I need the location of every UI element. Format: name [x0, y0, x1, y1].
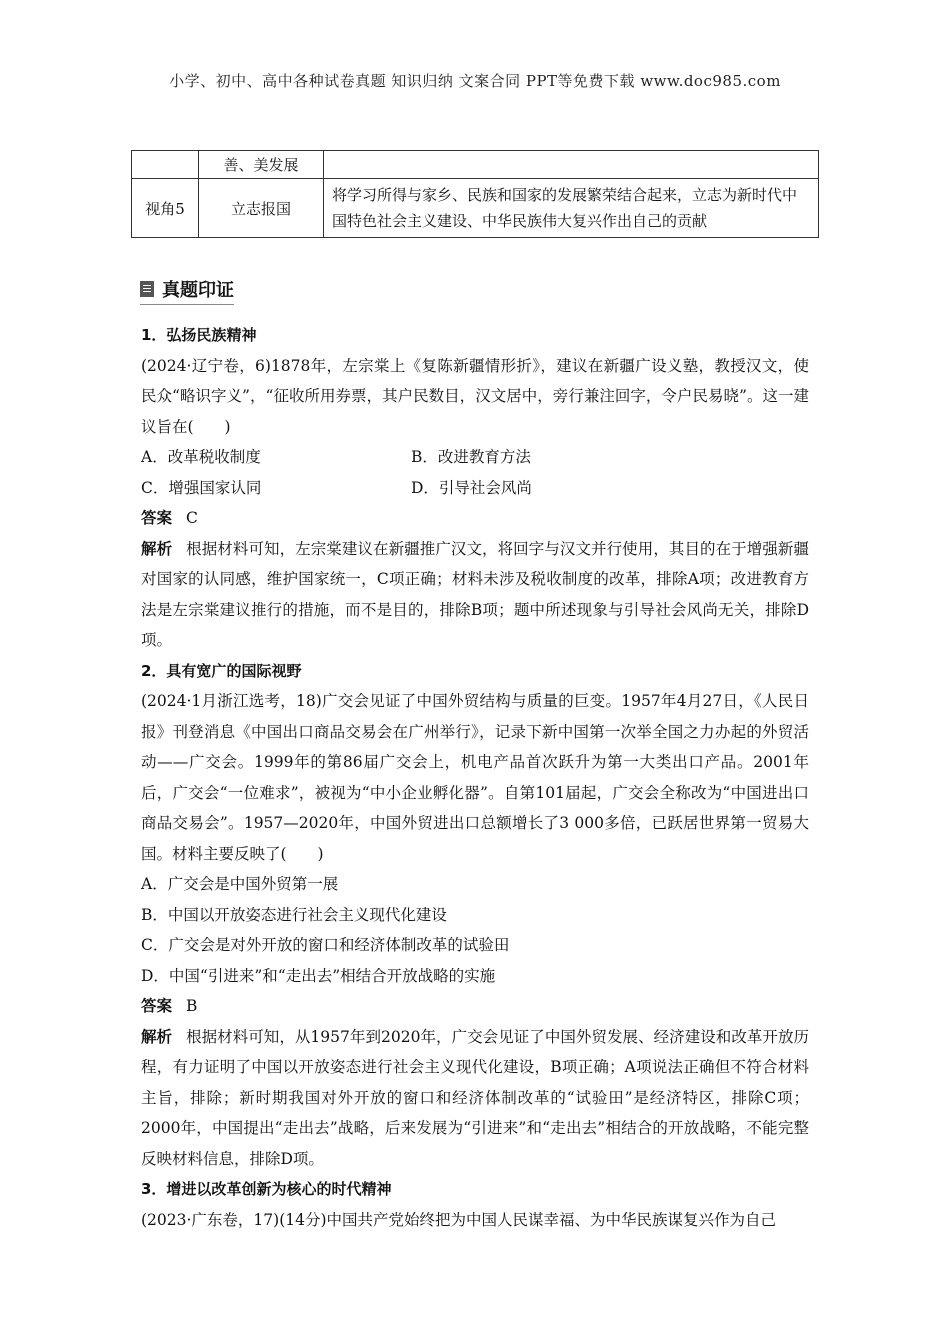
option-d: D．引导社会风尚 — [411, 478, 532, 497]
table-cell: 将学习所得与家乡、民族和国家的发展繁荣结合起来，立志为新时代中国特色社会主义建设、中华民族伟大复兴作出自己的贡献 — [324, 179, 819, 238]
option-a: A．广交会是中国外贸第一展 — [141, 875, 339, 893]
question-1-options-row2 — [141, 473, 809, 504]
perspective-table — [131, 150, 819, 238]
table-cell: 视角5 — [132, 179, 199, 238]
question-2-answer — [141, 991, 809, 1022]
question-1-analysis — [141, 534, 809, 656]
question-1-title: 1．弘扬民族精神 — [141, 326, 257, 344]
table-cell: 善、美发展 — [199, 151, 324, 179]
answer-value: C — [186, 509, 198, 527]
question-2-title: 2．具有宽广的国际视野 — [141, 661, 302, 680]
answer-label: 答案 — [141, 997, 173, 1015]
document-icon — [140, 281, 154, 297]
option-d: D．中国“引进来”和“走出去”相结合开放战略的实施 — [141, 966, 496, 985]
question-1-answer — [141, 503, 809, 534]
analysis-text: 根据材料可知，左宗棠建议在新疆推广汉文，将回字与汉文并行使用，其目的在于增强新疆对国家的认同感，维护国家统一，C项正确；材料未涉及税收制度的改革，排除A项；改进教育方法是左宗棠建议推行的措施，而不是目的，排除B项；题中所述现象与引导社会风尚无关，排除D项。 — [141, 539, 809, 649]
analysis-label: 解析 — [141, 1027, 173, 1046]
table-row — [132, 179, 819, 238]
section-heading — [140, 276, 234, 305]
option-b: B．中国以开放姿态进行社会主义现代化建设 — [141, 905, 447, 924]
answer-label: 答案 — [141, 509, 173, 527]
table-cell: 立志报国 — [199, 179, 324, 238]
question-content — [141, 320, 809, 1235]
answer-value: B — [186, 997, 198, 1015]
option-c: C．增强国家认同 — [141, 478, 262, 497]
question-2-stem: (2024·1月浙江选考，18)广交会见证了中国外贸结构与质量的巨变。1957年4月27日，《人民日报》刊登消息《中国出口商品交易会在广州举行》，记录下新中国第一次举全国之力办起的外贸活动——广交会。1999年的第86届广交会上，机电产品首次跃升为第一大类出口产品。2001年后，广交会“一位难求”，被视为“中小企业孵化器”。自第101届起，广交会全称改为“中国进出口商品交易会”。1957—2020年，中国外贸进出口总额增长了3 000多倍，已跃居世界第一贸易大国。材料主要反映了( ) — [141, 692, 809, 863]
section-title: 真题印证 — [162, 280, 234, 301]
question-3-title: 3．增进以改革创新为核心的时代精神 — [141, 1180, 392, 1198]
analysis-label: 解析 — [141, 539, 173, 558]
table-cell — [324, 151, 819, 179]
option-c: C．广交会是对外开放的窗口和经济体制改革的试验田 — [141, 936, 510, 954]
question-1-stem: (2024·辽宁卷，6)1878年，左宗棠上《复陈新疆情形折》，建议在新疆广设义塾，教授汉文，使民众“略识字义”，“征收所用券票，其户民数目，汉文居中，旁行兼注回字，令户民易晓”。这一建议旨在( ) — [141, 356, 809, 436]
table-cell — [132, 151, 199, 179]
question-3-stem: (2023·广东卷，17)(14分)中国共产党始终把为中国人民谋幸福、为中华民族谋复兴作为自己 — [141, 1210, 777, 1229]
question-1-options-row1 — [141, 442, 809, 473]
page-header: 小学、初中、高中各种试卷真题 知识归纳 文案合同 PPT等免费下载 www.doc985.com — [169, 72, 781, 90]
option-b: B．改进教育方法 — [411, 448, 531, 466]
option-a: A．改革税收制度 — [141, 448, 261, 466]
question-2-analysis — [141, 1022, 809, 1175]
analysis-text: 根据材料可知，从1957年到2020年，广交会见证了中国外贸发展、经济建设和改革开放历程，有力证明了中国以开放姿态进行社会主义现代化建设，B项正确；A项说法正确但不符合材料主旨，排除；新时期我国对外开放的窗口和经济体制改革的“试验田”是经济特区，排除C项；2000年，中国提出“走出去”战略，后来发展为“引进来”和“走出去”相结合的开放战略，不能完整反映材料信息，排除D项。 — [141, 1027, 809, 1168]
table-row — [132, 151, 819, 179]
